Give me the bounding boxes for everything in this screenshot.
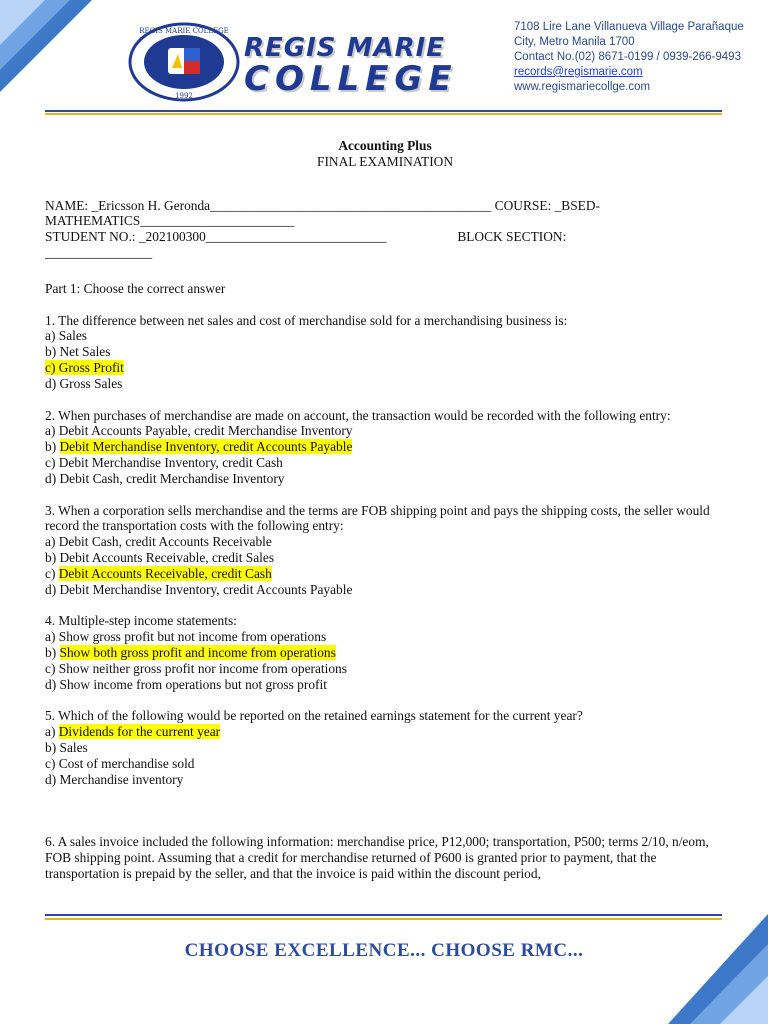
answer-option	[45, 376, 725, 392]
answer-option	[45, 439, 725, 455]
contact-number: Contact No.(02) 8671-0199 / 0939-266-9493	[514, 51, 741, 63]
answer-option	[45, 360, 725, 376]
college-seal-logo	[128, 22, 240, 102]
student-id-row	[45, 229, 725, 245]
option-text: b) Sales	[45, 739, 88, 755]
option-prefix: b)	[45, 644, 60, 660]
option-text: b) Debit Accounts Receivable, credit Sales	[45, 549, 275, 565]
option-text: c) Debit Merchandise Inventory, credit Cash	[45, 454, 283, 470]
svg-text:REGIS MARIE COLLEGE: REGIS MARIE COLLEGE	[139, 27, 229, 35]
selected-answer-highlight: c) Gross Profit	[45, 359, 124, 375]
option-text: d) Debit Cash, credit Merchandise Inventory	[45, 470, 285, 486]
college-brand	[244, 33, 494, 99]
question-text: 4. Multiple-step income statements:	[45, 613, 237, 629]
question-block	[45, 708, 725, 787]
answer-option	[45, 661, 725, 677]
selected-answer-highlight: Debit Accounts Receivable, credit Cash	[58, 565, 272, 581]
answer-option	[45, 772, 725, 788]
question-text: 1. The difference between net sales and cost of merchandise sold for a merchandising business is:	[45, 312, 568, 328]
option-text: a) Debit Cash, credit Accounts Receivable	[45, 534, 272, 550]
website-text: www.regismariecollge.com	[514, 81, 651, 93]
question-block	[45, 613, 725, 692]
contact-block	[514, 20, 754, 95]
student-course-line: MATHEMATICS_______________________	[45, 213, 295, 229]
question-text: 6. A sales invoice included the following information: merchandise price, P12,000; transportation, P500; terms 2/10, n/eom, FOB shipping point. Assuming that a credit for merchandise returned of P600 is granted prior to payment, that the transportation is prepaid by the seller, and that the invoice is paid within the discount period,	[45, 834, 709, 881]
answer-option	[45, 423, 725, 439]
header-divider	[45, 110, 722, 116]
option-text: a) Debit Accounts Payable, credit Merchandise Inventory	[45, 423, 353, 439]
brand-name-line2: COLLEGE	[244, 59, 458, 99]
answer-option	[45, 629, 725, 645]
student-number-line: STUDENT NO.: _202100300___________________________	[45, 229, 387, 245]
answer-option	[45, 550, 725, 566]
question-block	[45, 503, 725, 598]
question-text: 3. When a corporation sells merchandise and the terms are FOB shipping point and pays the shipping costs, the seller would record the transportation costs with the following entry:	[45, 502, 710, 534]
answer-option	[45, 455, 725, 471]
footer-motto: CHOOSE EXCELLENCE... CHOOSE RMC...	[184, 940, 584, 961]
brand-name-line1: REGIS MARIE	[244, 33, 446, 63]
answer-option	[45, 724, 725, 740]
address-line2: City, Metro Manila 1700	[514, 36, 635, 48]
question-list	[45, 313, 725, 882]
answer-option	[45, 582, 725, 598]
answer-option	[45, 740, 725, 756]
footer-divider	[45, 914, 722, 922]
address-line1: 7108 Lire Lane Villanueva Village Parañaque	[514, 21, 744, 33]
svg-text:1992: 1992	[175, 92, 193, 100]
question-block	[45, 834, 725, 881]
block-section-line: ________________	[45, 244, 153, 260]
answer-option	[45, 756, 725, 772]
exam-content	[45, 138, 725, 882]
question-text: 5. Which of the following would be reported on the retained earnings statement for the current year?	[45, 708, 583, 724]
question-block	[45, 313, 725, 392]
selected-answer-highlight: Show both gross profit and income from operations	[59, 644, 336, 660]
selected-answer-highlight: Dividends for the current year	[58, 724, 221, 740]
option-text: d) Debit Merchandise Inventory, credit Accounts Payable	[45, 581, 353, 597]
option-text: c) Cost of merchandise sold	[45, 755, 195, 771]
option-prefix: b)	[45, 439, 60, 455]
student-info	[45, 198, 725, 261]
option-text: b) Net Sales	[45, 344, 111, 360]
answer-option	[45, 534, 725, 550]
exam-type: FINAL EXAMINATION	[317, 153, 453, 169]
selected-answer-highlight: Debit Merchandise Inventory, credit Accounts Payable	[59, 439, 353, 455]
option-text: d) Show income from operations but not gross profit	[45, 676, 327, 692]
answer-option	[45, 566, 725, 582]
answer-option	[45, 471, 725, 487]
option-text: a) Show gross profit but not income from operations	[45, 629, 327, 645]
email-link[interactable]: records@regismarie.com	[514, 66, 643, 78]
option-text: d) Gross Sales	[45, 375, 123, 391]
answer-option	[45, 677, 725, 693]
option-text: a) Sales	[45, 328, 88, 344]
answer-option	[45, 328, 725, 344]
answer-option	[45, 344, 725, 360]
part1-heading: Part 1: Choose the correct answer	[45, 280, 226, 296]
exam-subject: Accounting Plus	[338, 138, 432, 153]
option-text: c) Show neither gross profit nor income from operations	[45, 660, 347, 676]
student-name-line: NAME: _Ericsson H. Geronda__________________________________________ COURSE: _BSED-	[45, 197, 600, 213]
answer-option	[45, 645, 725, 661]
corner-decoration-bottom-right	[668, 914, 768, 1024]
block-section-label: BLOCK SECTION:	[457, 229, 567, 245]
option-text: d) Merchandise inventory	[45, 771, 184, 787]
option-prefix: c)	[45, 565, 59, 581]
option-prefix: a)	[45, 724, 59, 740]
question-block	[45, 408, 725, 487]
question-text: 2. When purchases of merchandise are made on account, the transaction would be recorded with the following entry:	[45, 407, 671, 423]
corner-decoration-top-left	[0, 0, 110, 110]
